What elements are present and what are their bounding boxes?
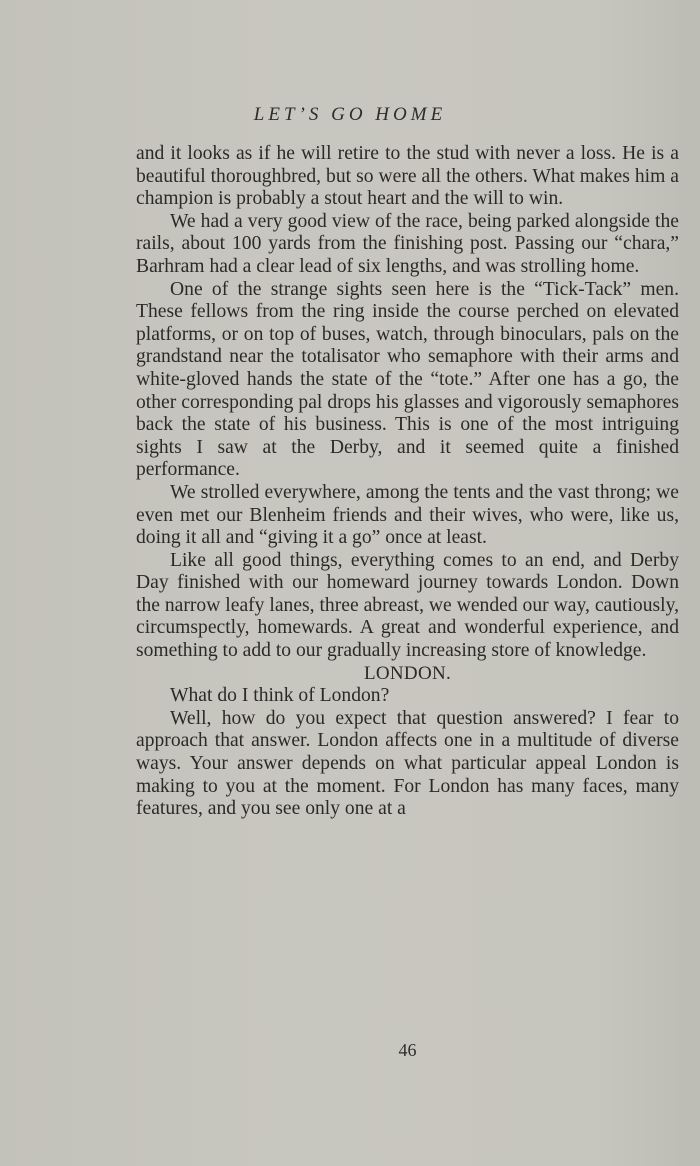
page-number: 46 — [398, 1040, 417, 1060]
paragraph-strolled: We strolled everywhere, among the tents and the vast throng; we even met our Blenheim friends and their wives, who were, like us, doing it all and “giving it a go” once at least. — [136, 481, 679, 549]
body-text — [136, 143, 679, 821]
running-head: LET’S GO HOME — [253, 104, 447, 125]
paragraph-homeward: Like all good things, everything comes to an end, and Derby Day finished with our homeward journey towards London. Down the narrow leafy lanes, three abreast, we wended our way, cautiously, circumspectly, homewards. A great and wonderful experience, and something to add to our gradually increasing store of knowledge. — [136, 549, 679, 662]
paragraph-london-answer: Well, how do you expect that question answered? I fear to approach that answer. London affects one in a multitude of diverse ways. Your answer depends on what particular appeal London is making to you at the moment. For London has many faces, many features, and you see only one at a — [136, 707, 679, 820]
paragraph-tick-tack: One of the strange sights seen here is the “Tick-Tack” men. These fellows from the ring inside the course perched on elevated platforms, or on top of buses, watch, through binoculars, pals on the grandstand near the totalisator who semaphore with their arms and white-gloved hands the state of the “tote.” After one has a go, the other corresponding pal drops his glasses and vigorously semaphores back the state of his business. This is one of the most intriguing sights I saw at the Derby, and it seemed quite a finished performance. — [136, 278, 679, 481]
paragraph-continued: and it looks as if he will retire to the stud with never a loss. He is a beautiful thoroughbred, but so were all the others. What makes him a champion is probably a stout heart and the will to win. — [136, 143, 679, 210]
section-heading-london: LONDON. — [363, 662, 452, 684]
paragraph-question: What do I think of London? — [170, 685, 390, 707]
paragraph-race-view: We had a very good view of the race, being parked alongside the rails, about 100 yards from the finishing post. Passing our “chara,” Barhram had a clear lead of six lengths, and was strolling home. — [136, 210, 679, 277]
